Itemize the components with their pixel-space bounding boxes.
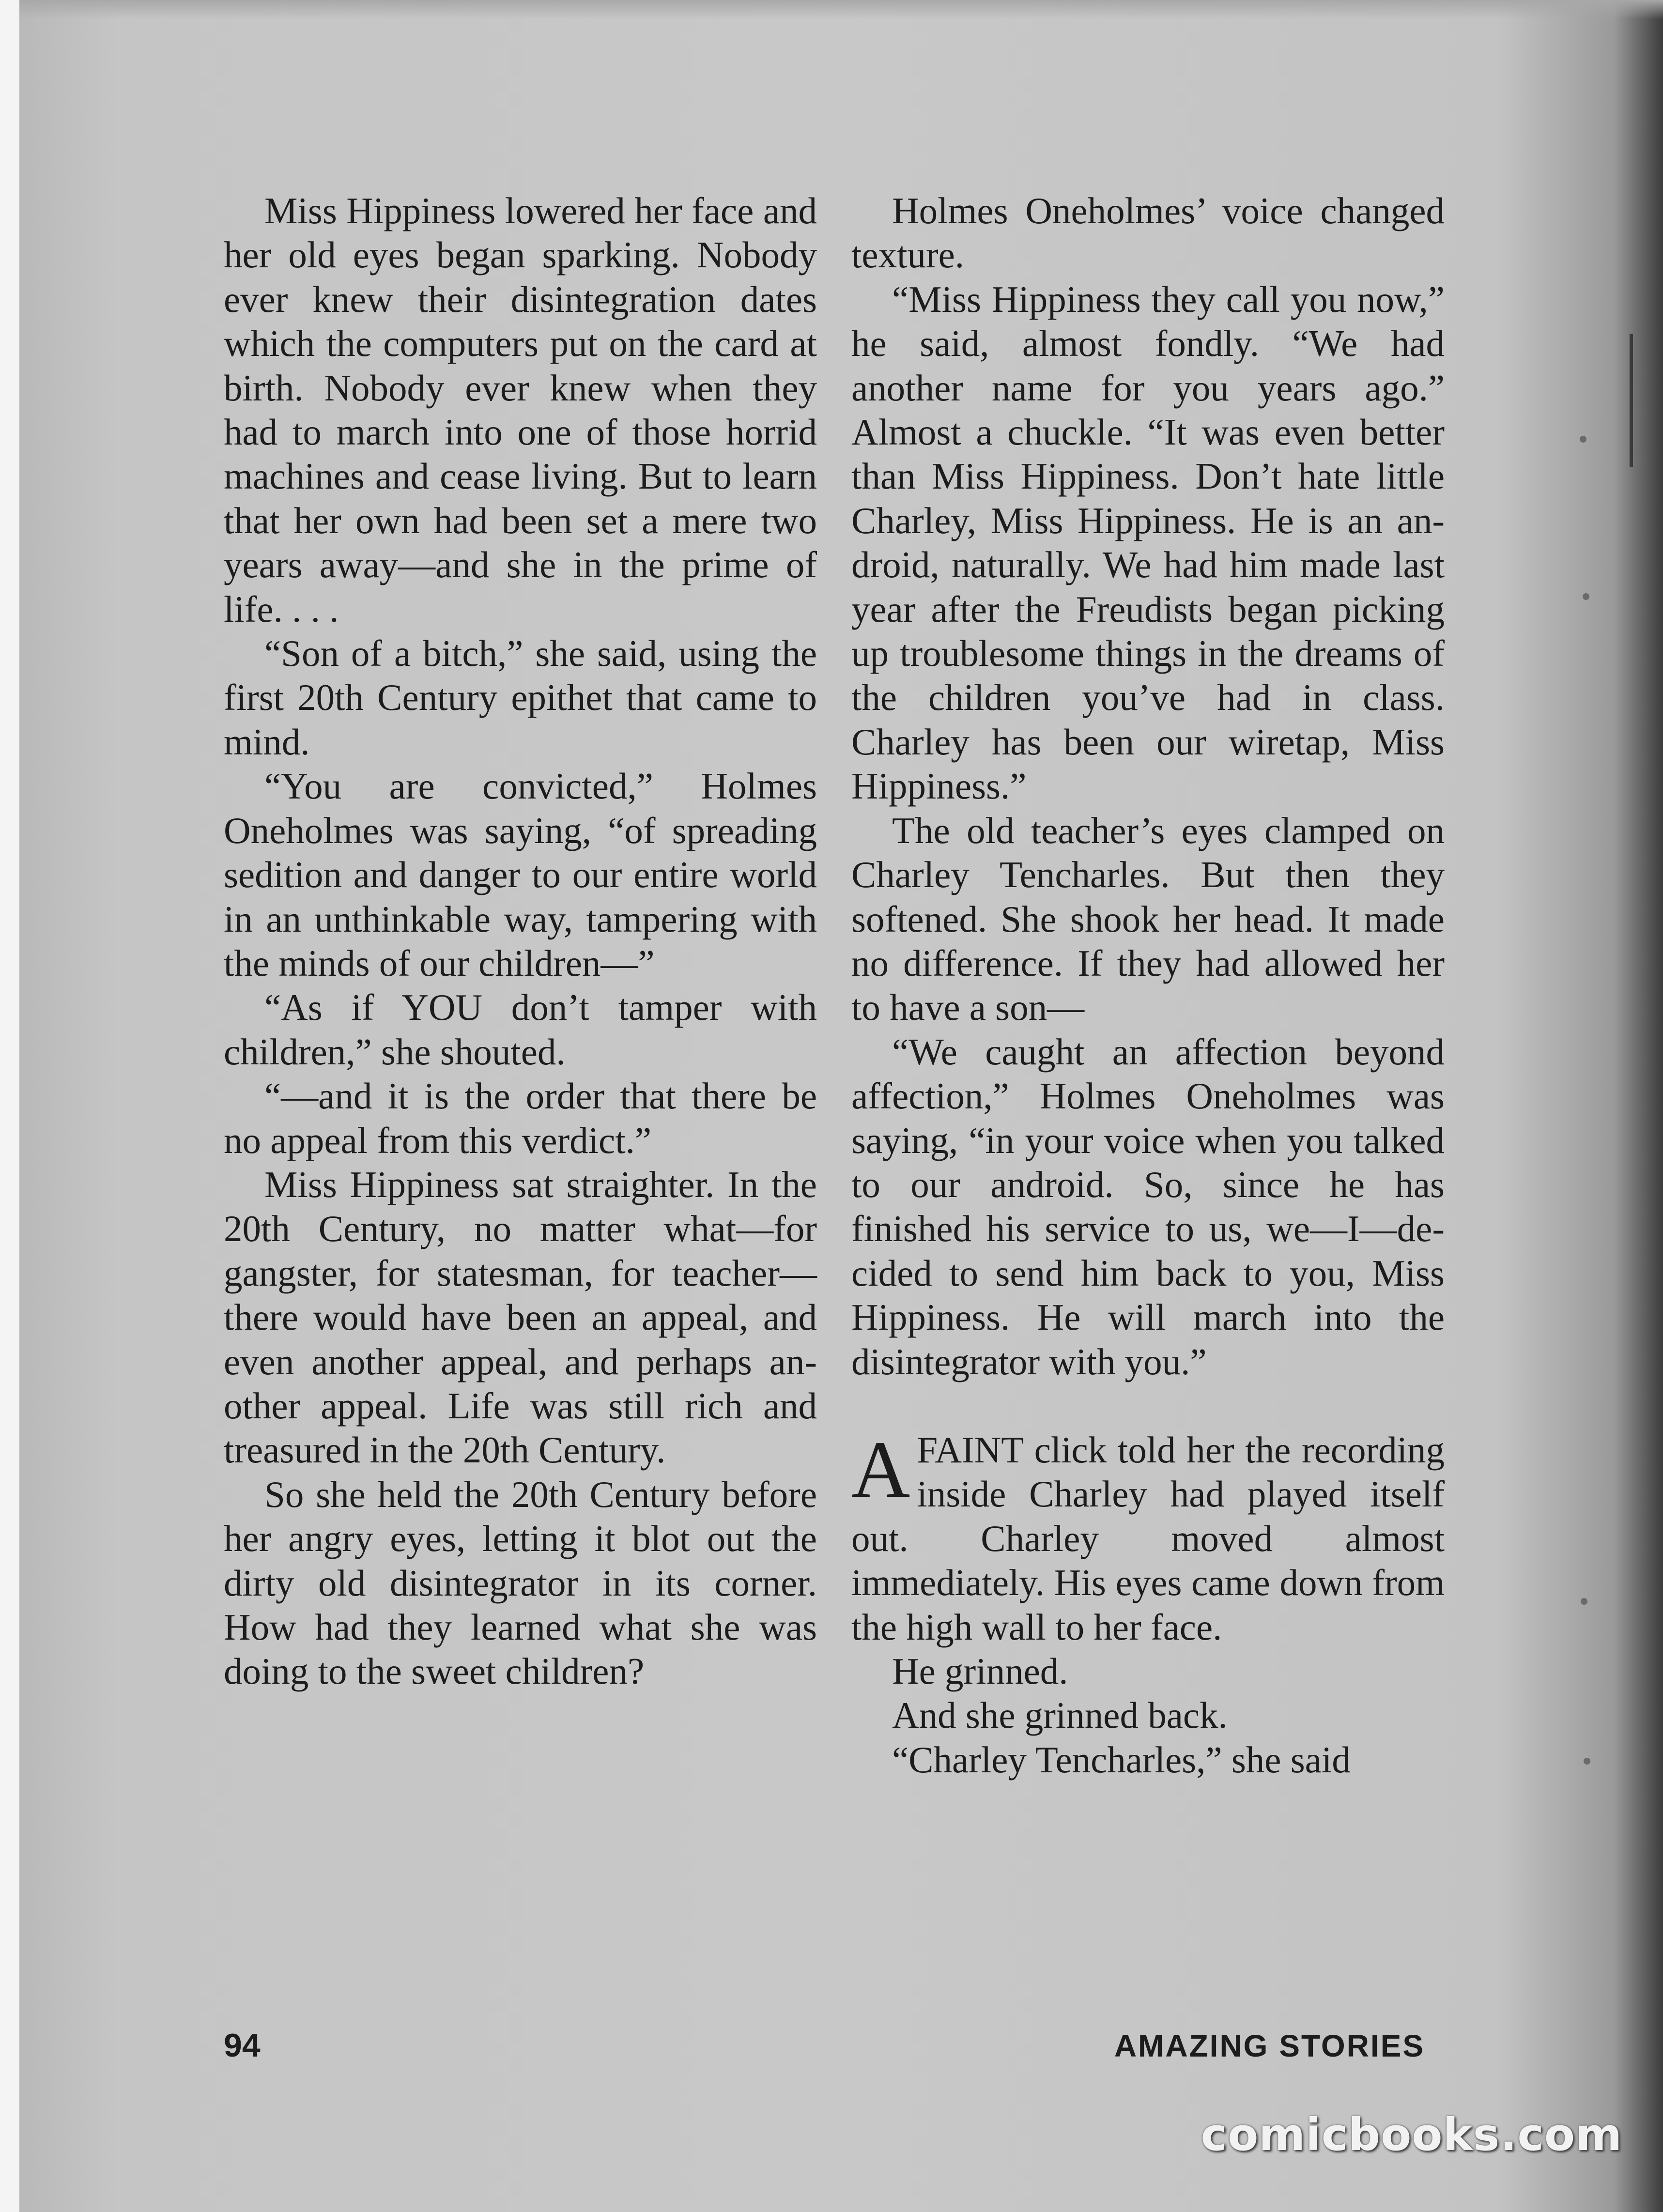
- text-column-right: [851, 189, 1445, 1782]
- paragraph: “Charley Tencharles,” she said: [892, 1738, 1351, 1781]
- paragraph: “You are convicted,” Holmes Oneholmes was saying, “of spreading sedition and danger to our entire world in an unthinkable way, tampering with the minds of our children—”: [224, 765, 817, 984]
- paragraph: “Miss Hippiness they call you now,” he said, almost fondly. “We had another name for you years ago.” Almost a chuckle. “It was even better than Miss Hippiness. Don’t hate little Charley, Miss Hippiness. He is an android, naturally. We had him made last year after the Freudists began picking up troublesome things in the dreams of the children you’ve had in class. Charley has been our wiretap, Miss Hippiness.”: [851, 278, 1445, 807]
- paragraph-text: FAINT click told her the recording inside Charley had played itself out. Charley moved almost immediately. His eyes came down from the high wall to her face.: [851, 1429, 1445, 1648]
- watermark: comicbooks.com: [1201, 2109, 1622, 2161]
- paragraph: He grinned.: [892, 1650, 1068, 1692]
- paragraph: Miss Hippiness lowered her face and her old eyes began sparking. Nobody ever knew their disintegration dates which the computers put on the card at birth. Nobody ever knew when they had to march into one of those horrid machines and cease living. But to learn that her own had been set a mere two years away—and she in the prime of life. . . .: [224, 190, 817, 630]
- margin-mark: [1630, 334, 1633, 467]
- paragraph: “Son of a bitch,” she said, using the first 20th Century epithet that came to mind.: [224, 632, 817, 763]
- scan-border: [0, 0, 19, 2212]
- section-break: [851, 1384, 1445, 1428]
- paragraph: So she held the 20th Century before her angry eyes, letting it blot out the dirty old disintegrator in its corner. How had they learned what she was doing to the sweet children?: [224, 1473, 817, 1692]
- page-top-shadow: [19, 0, 1663, 19]
- text-column-left: [224, 189, 817, 1694]
- drop-cap: A: [851, 1424, 910, 1515]
- paragraph: Holmes Oneholmes’ voice changed texture.: [851, 190, 1445, 276]
- scan-speck: [1581, 1598, 1587, 1605]
- paragraph: And she grinned back.: [892, 1694, 1228, 1736]
- scan-speck: [1580, 436, 1586, 443]
- paragraph: Miss Hippiness sat straighter. In the 20th Century, no matter what—for gangster, for statesman, for teacher—there would have been an appeal, and even another appeal, and perhaps another appeal. Life was still rich and treasured in the 20th Century.: [224, 1163, 817, 1471]
- running-footer: AMAZING STORIES: [1114, 2028, 1425, 2063]
- paragraph-with-drop-cap: [851, 1424, 1445, 1649]
- paragraph: “As if YOU don’t tamper with children,” she shouted.: [224, 986, 817, 1073]
- scan-speck: [1583, 593, 1589, 600]
- paragraph: “We caught an affection beyond affection,” Holmes Oneholmes was saying, “in your voice when you talked to our android. So, since he has finished his service to us, we—I—decided to send him back to you, Miss Hippiness. He will march into the disintegrator with you.”: [851, 1030, 1445, 1382]
- paragraph: “—and it is the order that there be no appeal from this verdict.”: [224, 1075, 817, 1161]
- paragraph: The old teacher’s eyes clamped on Charley Tencharles. But then they softened. She shook her head. It made no difference. If they had allowed her to have a son—: [851, 809, 1445, 1029]
- scan-speck: [1584, 1758, 1590, 1765]
- page-number: 94: [224, 2027, 261, 2064]
